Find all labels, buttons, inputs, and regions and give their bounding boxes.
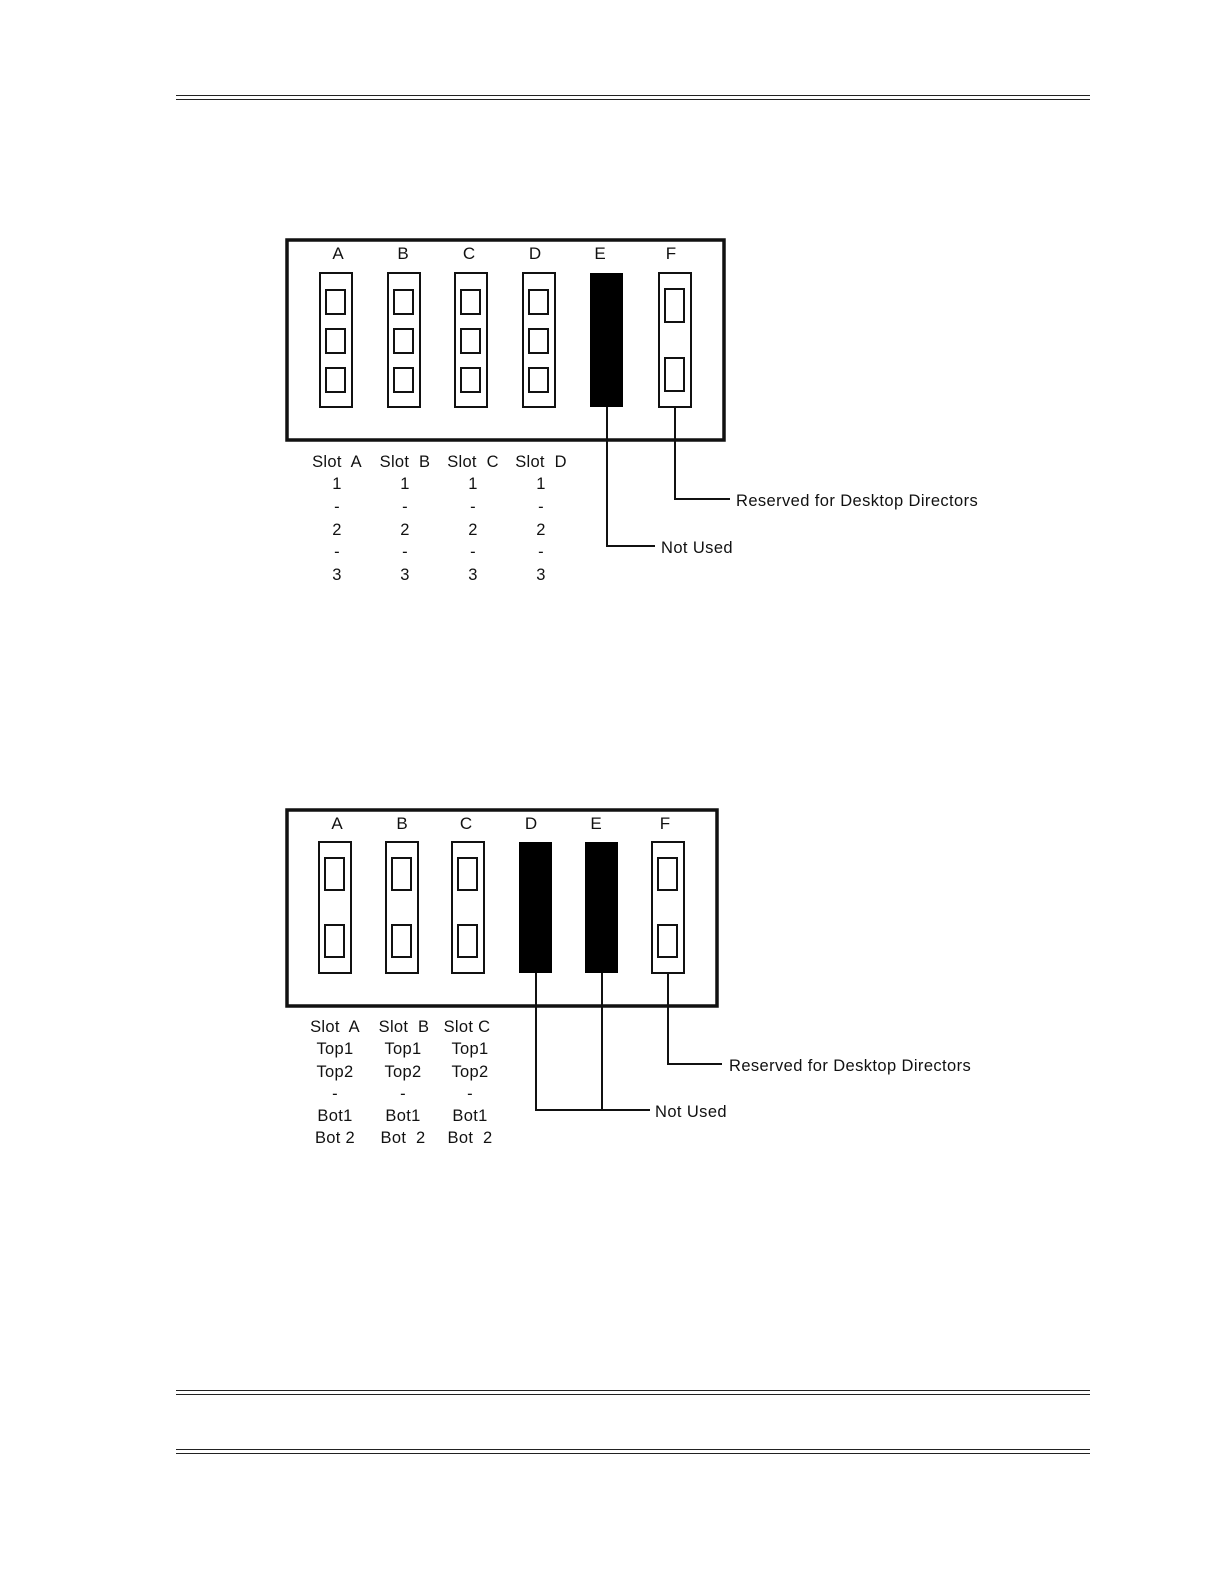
slot-d-row-4: - [538, 543, 544, 561]
slot-b-row-2: - [402, 498, 408, 516]
diagram-1-not-used-callout: Not Used [661, 539, 733, 557]
slot-b-row-3: - [400, 1085, 406, 1103]
diagram-2-col-a: A [331, 814, 343, 833]
jumper-pin [665, 289, 684, 322]
slot-d-row-2: - [538, 498, 544, 516]
slot-a-row-5: Bot 2 [314, 1129, 356, 1147]
diagram-2-reserved-callout: Reserved for Desktop Directors [729, 1057, 972, 1075]
diagram-1-slot-b-header: Slot B [379, 453, 431, 471]
slot-d-row-5: 3 [536, 566, 546, 584]
diagram-1-jumper-c [455, 273, 487, 407]
slot-c-row-4: - [470, 543, 476, 561]
diagram-2-col-d: D [524, 814, 538, 833]
diagram-1-col-b: B [397, 244, 409, 263]
diagram-2-jumper-b [386, 842, 418, 973]
jumper-pin [461, 290, 480, 314]
slot-c-row-3: 2 [468, 521, 478, 539]
diagram-2-jumper-e-filled [585, 842, 618, 973]
diagram-2-slot-rows [315, 1040, 492, 1147]
slot-a-row-2: Top2 [316, 1063, 354, 1081]
slot-a-row-3: - [332, 1085, 338, 1103]
slot-b-row-3: 2 [400, 521, 410, 539]
jumper-pin [458, 858, 477, 890]
diagram-1-slot-a-header: Slot A [312, 453, 362, 471]
slot-b-row-5: 3 [400, 566, 410, 584]
slot-c-row-3: - [467, 1085, 473, 1103]
slot-a-row-4: Bot1 [317, 1107, 353, 1125]
slot-b-row-1: Top1 [384, 1040, 422, 1058]
diagram-1-col-e: E [594, 244, 606, 263]
diagram-2-col-f: F [659, 814, 671, 833]
diagram-2 [287, 810, 971, 1147]
diagram-1-jumper-b [388, 273, 420, 407]
slot-c-row-1: Top1 [451, 1040, 489, 1058]
diagram-2-jumper-d-filled [519, 842, 552, 973]
slot-c-row-2: - [470, 498, 476, 516]
jumper-pin [458, 925, 477, 957]
slot-b-row-2: Top2 [384, 1063, 422, 1081]
diagram-1-col-a: A [332, 244, 344, 263]
diagram-2-reserved-leader [668, 973, 722, 1064]
jumper-pin [658, 925, 677, 957]
jumper-pin [325, 925, 344, 957]
slot-b-row-4: Bot1 [385, 1107, 421, 1125]
diagram-1-jumper-e-filled [590, 273, 623, 407]
jumper-pin [394, 368, 413, 392]
slot-c-row-5: Bot 2 [447, 1129, 493, 1147]
slot-b-row-1: 1 [400, 475, 410, 493]
jumper-pin [529, 290, 548, 314]
jumper-pin [392, 925, 411, 957]
diagram-2-slot-c-header: Slot C [443, 1018, 491, 1036]
diagram-1-slot-d-header: Slot D [515, 453, 567, 471]
diagram-2-not-used-leader [536, 973, 650, 1110]
jumper-pin [394, 329, 413, 353]
slot-a-row-1: 1 [332, 475, 342, 493]
slot-b-row-4: - [402, 543, 408, 561]
jumper-pin [394, 290, 413, 314]
diagram-1-slot-c-header: Slot C [447, 453, 499, 471]
jumper-pin [461, 368, 480, 392]
jumper-pin [529, 329, 548, 353]
diagram-1-reserved-callout: Reserved for Desktop Directors [736, 492, 979, 510]
diagram-1-jumper-a [320, 273, 352, 407]
diagram-1-slot-rows [332, 475, 545, 584]
diagram-1-col-d: D [528, 244, 542, 263]
slot-a-row-4: - [334, 543, 340, 561]
diagram-1-col-f: F [665, 244, 677, 263]
diagram-2-slot-b-header: Slot B [378, 1018, 430, 1036]
slot-d-row-1: 1 [536, 475, 546, 493]
diagram-1-jumper-f [659, 273, 691, 407]
slot-b-row-5: Bot 2 [380, 1129, 426, 1147]
slot-c-row-1: 1 [468, 475, 478, 493]
slot-a-row-2: - [334, 498, 340, 516]
diagram-2-col-c: C [459, 814, 473, 833]
diagram-1 [287, 240, 978, 584]
diagram-2-not-used-callout: Not Used [655, 1103, 727, 1121]
diagram-1-not-used-leader [607, 407, 655, 546]
diagram-2-jumper-f [652, 842, 684, 973]
diagram-1-col-c: C [462, 244, 476, 263]
diagram-2-col-b: B [396, 814, 408, 833]
slot-c-row-5: 3 [468, 566, 478, 584]
jumper-pin [392, 858, 411, 890]
jumper-pin [665, 358, 684, 391]
diagram-2-col-e: E [590, 814, 602, 833]
jumper-pin [326, 290, 345, 314]
jumper-pin [461, 329, 480, 353]
jumper-pin [658, 858, 677, 890]
slot-d-row-3: 2 [536, 521, 546, 539]
slot-a-row-3: 2 [332, 521, 342, 539]
diagram-1-reserved-leader [675, 407, 730, 499]
jumper-pin [529, 368, 548, 392]
jumper-pin [326, 368, 345, 392]
diagram-2-jumper-c [452, 842, 484, 973]
slot-c-row-2: Top2 [451, 1063, 489, 1081]
diagram-1-jumper-d [523, 273, 555, 407]
diagram-2-jumper-a [319, 842, 351, 973]
slot-c-row-4: Bot1 [452, 1107, 488, 1125]
jumper-pin [326, 329, 345, 353]
jumper-pin [325, 858, 344, 890]
slot-a-row-1: Top1 [316, 1040, 354, 1058]
diagram-2-slot-a-header: Slot A [310, 1018, 360, 1036]
slot-a-row-5: 3 [332, 566, 342, 584]
